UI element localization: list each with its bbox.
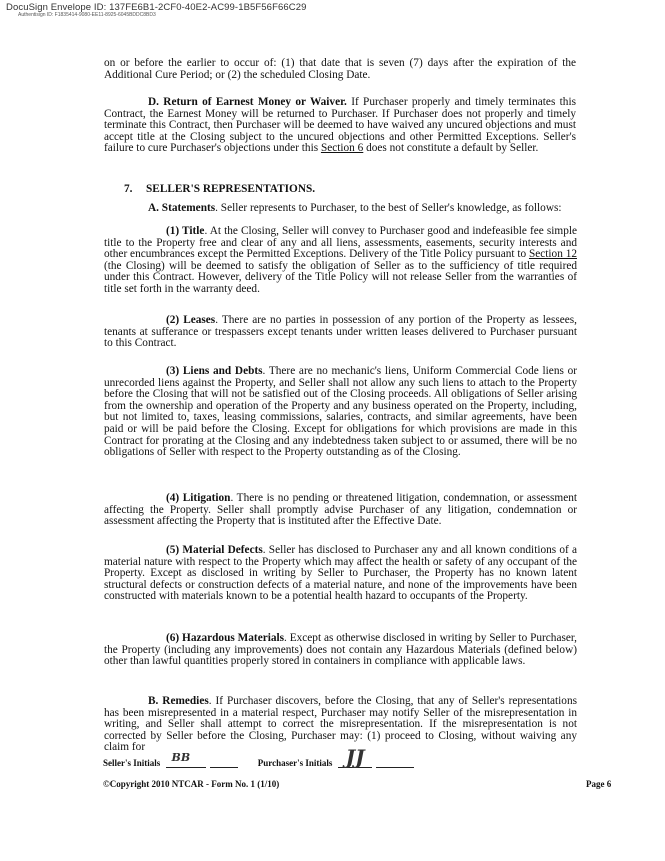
liens-heading: (3) Liens and Debts [166,365,263,377]
cure-continuation-paragraph [104,58,576,81]
material-defects-body: . Seller has disclosed to Purchaser any and all known conditions of a material nature with respect to the Property which may affect the health or safety of any occupant of the Property. Except as disclosed in writing by Seller to Purchaser, the Property has no known latent structural defects or construction defects of a material nature, and none of the improvements have been constructed with materials known to be a potential health hazard to occupants of the Property. [104,544,578,603]
statements-paragraph [148,203,578,215]
litigation-heading: (4) Litigation [166,492,231,504]
copyright-notice: ©Copyright 2010 NTCAR - Form No. 1 (1/10) [103,779,280,789]
earnest-money-body-2: does not constitute a default by Seller. [363,142,539,155]
section-7-title: SELLER'S REPRESENTATIONS. [146,183,316,195]
leases-heading: (2) Leases [166,314,216,326]
remedies-body: . If Purchaser discovers, before the Closing, that any of Seller's representations has been misrepresented in a material respect, Purchaser may notify Seller of the misrepresentation in writing, and Seller shall attempt to correct the misrepresentation. If the misrepresentation is not corrected by Seller before the Closing, Purchaser may: (1) proceed to Closing, without waiving any claim for [104,695,577,754]
liens-paragraph [104,366,577,459]
envelope-stamp [6,3,306,18]
title-heading: (1) Title [166,225,205,237]
seller-initials-field[interactable] [166,751,206,768]
title-body-1: . At the Closing, Seller will convey to Purchaser good and indefeasible fee simple title to the Property free and clear of any and all liens, assessments, easements, security interests and other encumbrances except the Permitted Exceptions. Delivery of the Title Policy pursuant to [104,225,577,261]
statements-body: . Seller represents to Purchaser, to the best of Seller's knowledge, as follows: [215,202,562,214]
title-paragraph [104,226,577,296]
section-12-reference: Section 12 [528,248,577,261]
page-number: Page 6 [586,779,612,789]
section-7-number: 7. [124,183,133,195]
hazardous-materials-heading: (6) Hazardous Materials [166,632,285,644]
litigation-body: . There is no pending or threatened litigation, condemnation, or assessment affecting the Property. Seller shall promptly advise Purchaser of any litigation, condemnation or assessment affecting the Property that is instituted after the Effective Date. [104,492,577,528]
remedies-heading: B. Remedies [148,695,209,707]
section-6-reference: Section 6 [320,142,364,155]
statements-heading: A. Statements [148,202,216,214]
initials-line [103,745,414,769]
cure-continuation-text: on or before the earlier to occur of: (1) that date that is seven (7) days after the expiration of the Additional Cure Period; or (2) the scheduled Closing Date. [104,57,576,81]
envelope-id: DocuSign Envelope ID: 137FE6B1-2CF0-40E2-AC99-1B5F56F66C29 [6,2,307,13]
purchaser-initials-field[interactable] [338,745,372,769]
title-body-2: (the Closing) will be deemed to satisfy the obligation of Seller as to the sufficiency of title required under this Contract. However, delivery of the Title Policy will not release Seller from the warranties of title set forth in the warranty deed. [104,259,577,295]
seller-initials-field-2[interactable] [210,757,238,768]
material-defects-heading: (5) Material Defects [166,544,263,556]
earnest-money-body-1: If Purchaser properly and timely terminates this Contract, the Earnest Money will be returned to Purchaser. If Purchaser does not properly and timely terminate this Contract, then Purchaser will be deemed to have waived any uncured objections and must accept title at the Closing subject to the uncured objections and other Permitted Exceptions. Seller's failure to cure Purchaser's objections under this [104,96,576,155]
purchaser-initials-label: Purchaser's Initials [257,758,333,768]
authentisign-id: Authentisign ID: F1835414-9080-EE11-8925-6045BDDC8BD3 [18,11,156,18]
litigation-paragraph [104,493,577,528]
seller-initials-label: Seller's Initials [103,758,161,768]
hazardous-materials-paragraph [104,633,577,668]
leases-body: . There are no parties in possession of any portion of the Property as lessees, tenants at sufferance or trespassers except tenants under written leases delivered to Purchaser pursuant to this Contract. [104,314,577,350]
liens-body: . There are no mechanic's liens, Uniform Commercial Code liens or unrecorded liens against the Property, and Seller shall not allow any such liens to attach to the Property before the Closing that will not be satisfied out of the Closing proceeds. All obligations of Seller arising from the ownership and operation of the Property and any business operated on the Property, including, but not limited to, taxes, leasing commissions, salaries, contracts, and similar agreements, have been paid or will be paid before the Closing. Except for obligations for which provisions are made in this Contract for prorating at the Closing and any indebtedness taken subject to or assumed, there will be no obligations of Seller with respect to the Property outstanding as of the Closing. [104,365,577,459]
material-defects-paragraph [104,545,577,603]
seller-initials-mark: BB [171,751,191,764]
earnest-money-heading: D. Return of Earnest Money or Waiver. [148,96,347,108]
leases-paragraph [104,315,577,350]
hazardous-materials-body: . Except as otherwise disclosed in writing by Seller to Purchaser, the Property (including any improvements) does not contain any Hazardous Materials (defined below) other than lawful quantities properly stored in containers in compliance with applicable laws. [104,632,577,668]
section-7-heading [124,183,315,195]
remedies-paragraph [104,696,577,754]
purchaser-initials-mark: JJ [345,745,365,769]
earnest-money-paragraph [104,97,576,155]
purchaser-initials-field-2[interactable] [376,757,414,768]
